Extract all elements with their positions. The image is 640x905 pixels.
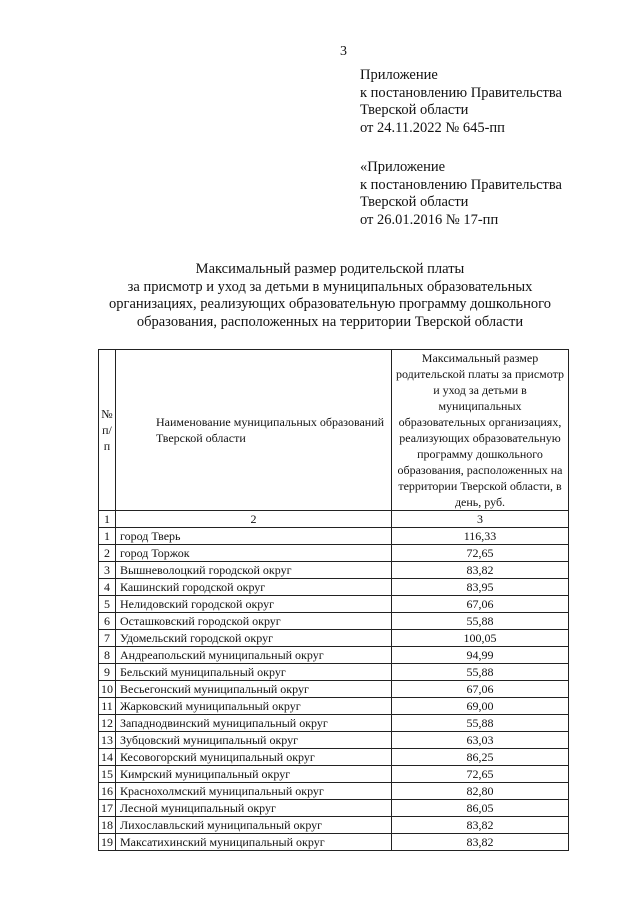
page-number: 3	[340, 44, 347, 59]
table-row	[99, 800, 569, 817]
row-number: 16	[99, 783, 116, 800]
header-fee: Максимальный размер родительской платы за присмотр и уход за детьми в муниципальных образовательных организациях, реализующих образовательную программу дошкольного образования, расположенных на территории Тверской области, в день, руб.	[392, 350, 569, 511]
table-row	[99, 681, 569, 698]
municipality-name: Кашинский городской округ	[116, 579, 392, 596]
row-number: 14	[99, 749, 116, 766]
appendix-line: Тверской области	[360, 194, 469, 211]
row-number: 7	[99, 630, 116, 647]
table-row	[99, 545, 569, 562]
table-row	[99, 766, 569, 783]
table-row	[99, 732, 569, 749]
table-row	[99, 817, 569, 834]
row-number: 8	[99, 647, 116, 664]
table-row	[99, 647, 569, 664]
table-row	[99, 579, 569, 596]
fee-value: 83,82	[392, 817, 569, 834]
column-number-row	[99, 511, 569, 528]
municipality-name: Кесовогорский муниципальный округ	[116, 749, 392, 766]
table-row	[99, 613, 569, 630]
fee-value: 55,88	[392, 715, 569, 732]
fee-value: 83,82	[392, 562, 569, 579]
table-row	[99, 562, 569, 579]
municipality-name: Андреапольский муниципальный округ	[116, 647, 392, 664]
table-header-row	[99, 350, 569, 511]
fee-value: 55,88	[392, 664, 569, 681]
row-number: 15	[99, 766, 116, 783]
header-number: № п/п	[99, 350, 116, 511]
fee-value: 86,05	[392, 800, 569, 817]
fee-value: 100,05	[392, 630, 569, 647]
municipality-name: Вышневолоцкий городской округ	[116, 562, 392, 579]
row-number: 1	[99, 528, 116, 545]
municipality-name: Нелидовский городской округ	[116, 596, 392, 613]
title-line: Максимальный размер родительской платы	[195, 261, 465, 277]
row-number: 9	[99, 664, 116, 681]
appendix-line: Приложение	[360, 67, 438, 83]
table-row	[99, 783, 569, 800]
fee-value: 86,25	[392, 749, 569, 766]
row-number: 3	[99, 562, 116, 579]
fee-value: 63,03	[392, 732, 569, 749]
row-number: 2	[99, 545, 116, 562]
row-number: 11	[99, 698, 116, 715]
appendix-line: от 26.01.2016 № 17-пп	[360, 211, 499, 228]
row-number: 18	[99, 817, 116, 834]
fee-value: 67,06	[392, 681, 569, 698]
col-number: 2	[116, 511, 392, 528]
title-line: образования, расположенных на территории Тверской области	[136, 313, 524, 330]
fee-value: 82,80	[392, 783, 569, 800]
appendix-line: к постановлению Правительства	[360, 176, 562, 193]
title-line: за присмотр и уход за детьми в муниципальных образовательных	[127, 278, 533, 295]
table-row	[99, 630, 569, 647]
table-row	[99, 664, 569, 681]
municipality-name: Краснохолмский муниципальный округ	[116, 783, 392, 800]
municipality-name: Осташковский городской округ	[116, 613, 392, 630]
municipality-name: Лихославльский муниципальный округ	[116, 817, 392, 834]
table-row	[99, 834, 569, 851]
municipality-name: Лесной муниципальный округ	[116, 800, 392, 817]
col-number: 1	[99, 511, 116, 528]
row-number: 19	[99, 834, 116, 851]
table-row	[99, 749, 569, 766]
fee-value: 72,65	[392, 545, 569, 562]
appendix-line: Тверской области	[360, 102, 469, 119]
appendix-line: к постановлению Правительства	[360, 84, 562, 101]
row-number: 10	[99, 681, 116, 698]
municipality-name: Бельский муниципальный округ	[116, 664, 392, 681]
row-number: 13	[99, 732, 116, 749]
header-name: Наименование муниципальных образований Тверской области	[116, 350, 392, 511]
municipality-name: Зубцовский муниципальный округ	[116, 732, 392, 749]
fee-value: 69,00	[392, 698, 569, 715]
fee-value: 94,99	[392, 647, 569, 664]
appendix-block-current	[360, 67, 562, 137]
fee-value: 55,88	[392, 613, 569, 630]
col-number: 3	[392, 511, 569, 528]
municipality-name: Максатихинский муниципальный округ	[116, 834, 392, 851]
fee-value: 67,06	[392, 596, 569, 613]
fee-table	[98, 349, 569, 851]
municipality-name: Жарковский муниципальный округ	[116, 698, 392, 715]
table-row	[99, 698, 569, 715]
title-line: организациях, реализующих образовательную программу дошкольного	[109, 296, 551, 313]
table-row	[99, 528, 569, 545]
municipality-name: город Тверь	[116, 528, 392, 545]
municipality-name: город Торжок	[116, 545, 392, 562]
appendix-block-original	[360, 159, 562, 229]
municipality-name: Удомельский городской округ	[116, 630, 392, 647]
row-number: 6	[99, 613, 116, 630]
fee-value: 116,33	[392, 528, 569, 545]
appendix-line: «Приложение	[360, 159, 446, 175]
fee-value: 83,82	[392, 834, 569, 851]
row-number: 17	[99, 800, 116, 817]
row-number: 5	[99, 596, 116, 613]
document-title	[90, 261, 570, 331]
table-row	[99, 715, 569, 732]
municipality-name: Весьегонский муниципальный округ	[116, 681, 392, 698]
municipality-name: Западнодвинский муниципальный округ	[116, 715, 392, 732]
row-number: 4	[99, 579, 116, 596]
table-row	[99, 596, 569, 613]
municipality-name: Кимрский муниципальный округ	[116, 766, 392, 783]
fee-value: 83,95	[392, 579, 569, 596]
row-number: 12	[99, 715, 116, 732]
fee-value: 72,65	[392, 766, 569, 783]
appendix-line: от 24.11.2022 № 645-пп	[360, 119, 505, 136]
